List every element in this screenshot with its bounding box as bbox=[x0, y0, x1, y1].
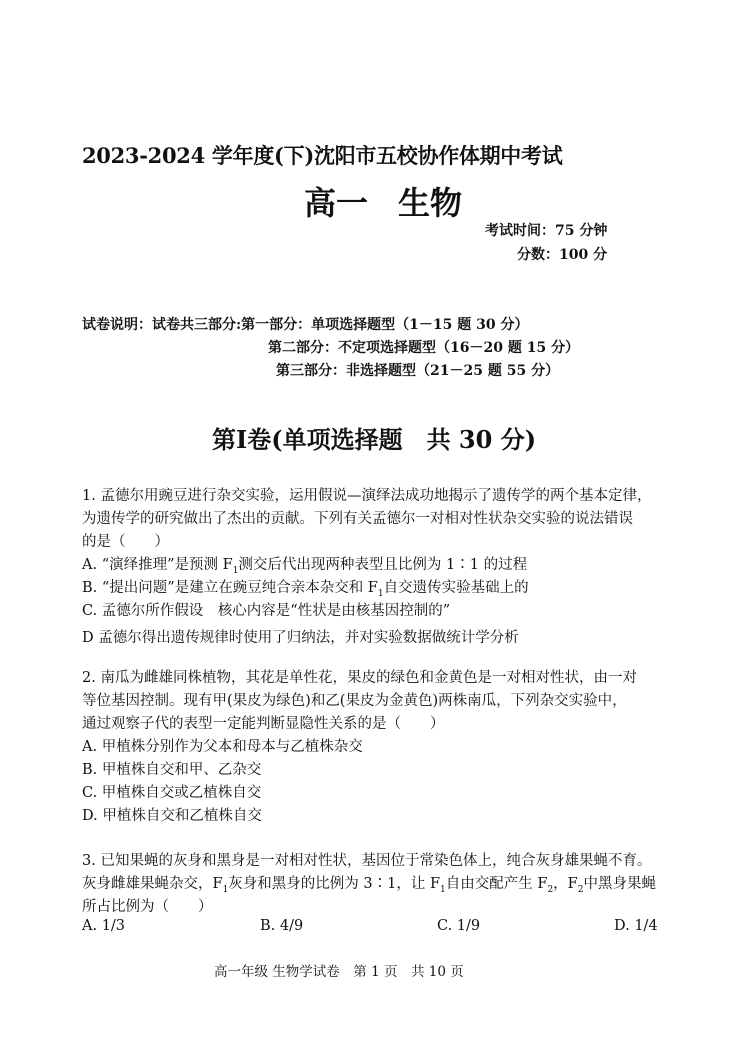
q3-stem-line-1: 3. 已知果蝇的灰身和黑身是一对相对性状，基因位于常染色体上，纯合灰身雄果蝇不育。 bbox=[82, 853, 652, 869]
q2-option-a: A. 甲植株分别作为父本和母本与乙植株杂交 bbox=[82, 739, 363, 755]
section-title: 第Ⅰ卷(单项选择题 共 30 分) bbox=[212, 425, 537, 454]
q2-option-b: B. 甲植株自交和甲、乙杂交 bbox=[82, 762, 262, 778]
q3-stem-line-3: 所占比例为（ ） bbox=[82, 899, 213, 915]
q3-stem-line-2: 灰身雌雄果蝇杂交，$F_1$灰身和黑身的比例为 3∶1，让 $F_1$自由交配产生 $F_2$，$F_2$中黑身果蝇 bbox=[82, 876, 656, 895]
page-footer: 高一年级 生物学试卷 第 1 页 共 10 页 bbox=[214, 964, 464, 980]
q2-stem-line-3: 通过观察子代的表型一定能判断显隐性关系的是（ ） bbox=[82, 716, 445, 732]
q1-option-b: B. “提出问题”是建立在豌豆纯合亲本杂交和 $F_1$自交遗传实验基础上的 bbox=[82, 580, 529, 599]
q1-stem-line-3: 的是（ ） bbox=[82, 534, 169, 550]
subject-label: 生物 bbox=[398, 184, 463, 222]
exam-title: 2023-2024 学年度(下)沈阳市五校协作体期中考试 bbox=[82, 143, 563, 168]
total-score: 分数：100 分 bbox=[517, 247, 608, 263]
q2-stem-line-1: 2. 南瓜为雌雄同株植物，其花是单性花，果皮的绿色和金黄色是一对相对性状，由一对 bbox=[82, 670, 637, 686]
q2-stem-line-2: 等位基因控制。现有甲(果皮为绿色)和乙(果皮为金黄色)两株南瓜，下列杂交实验中， bbox=[82, 693, 627, 709]
exam-time: 考试时间：75 分钟 bbox=[485, 223, 608, 239]
q1-option-d: D 孟德尔得出遗传规律时使用了归纳法，并对实验数据做统计学分析 bbox=[82, 630, 519, 646]
subject-heading bbox=[304, 178, 462, 224]
instructions-line-2: 第二部分：不定项选择题型（16－20 题 15 分） bbox=[268, 340, 580, 356]
q3-option-d: D. 1/4 bbox=[614, 918, 658, 934]
q2-option-c: C. 甲植株自交或乙植株自交 bbox=[82, 785, 262, 801]
q2-option-d: D. 甲植株自交和乙植株自交 bbox=[82, 808, 262, 824]
q1-stem-line-1: 1. 孟德尔用豌豆进行杂交实验，运用假说—演绎法成功地揭示了遗传学的两个基本定律， bbox=[82, 488, 652, 504]
instructions-line-3: 第三部分：非选择题型（21－25 题 55 分） bbox=[276, 363, 560, 379]
q1-stem-line-2: 为遗传学的研究做出了杰出的贡献。下列有关孟德尔一对相对性状杂交实验的说法错误 bbox=[82, 511, 633, 527]
q1-option-a: A. “演绎推理”是预测 $F_1$测交后代出现两种表型且比例为 1∶1 的过程 bbox=[82, 557, 528, 576]
instructions-line-1: 试卷说明：试卷共三部分:第一部分：单项选择题型（1－15 题 30 分） bbox=[82, 317, 529, 333]
q3-option-c: C. 1/9 bbox=[437, 918, 481, 934]
grade-label: 高一 bbox=[304, 184, 369, 222]
q3-option-b: B. 4/9 bbox=[260, 918, 304, 934]
q1-option-c: C. 孟德尔所作假设 核心内容是“性状是由核基因控制的” bbox=[82, 603, 451, 619]
q3-option-a: A. 1/3 bbox=[82, 918, 126, 934]
